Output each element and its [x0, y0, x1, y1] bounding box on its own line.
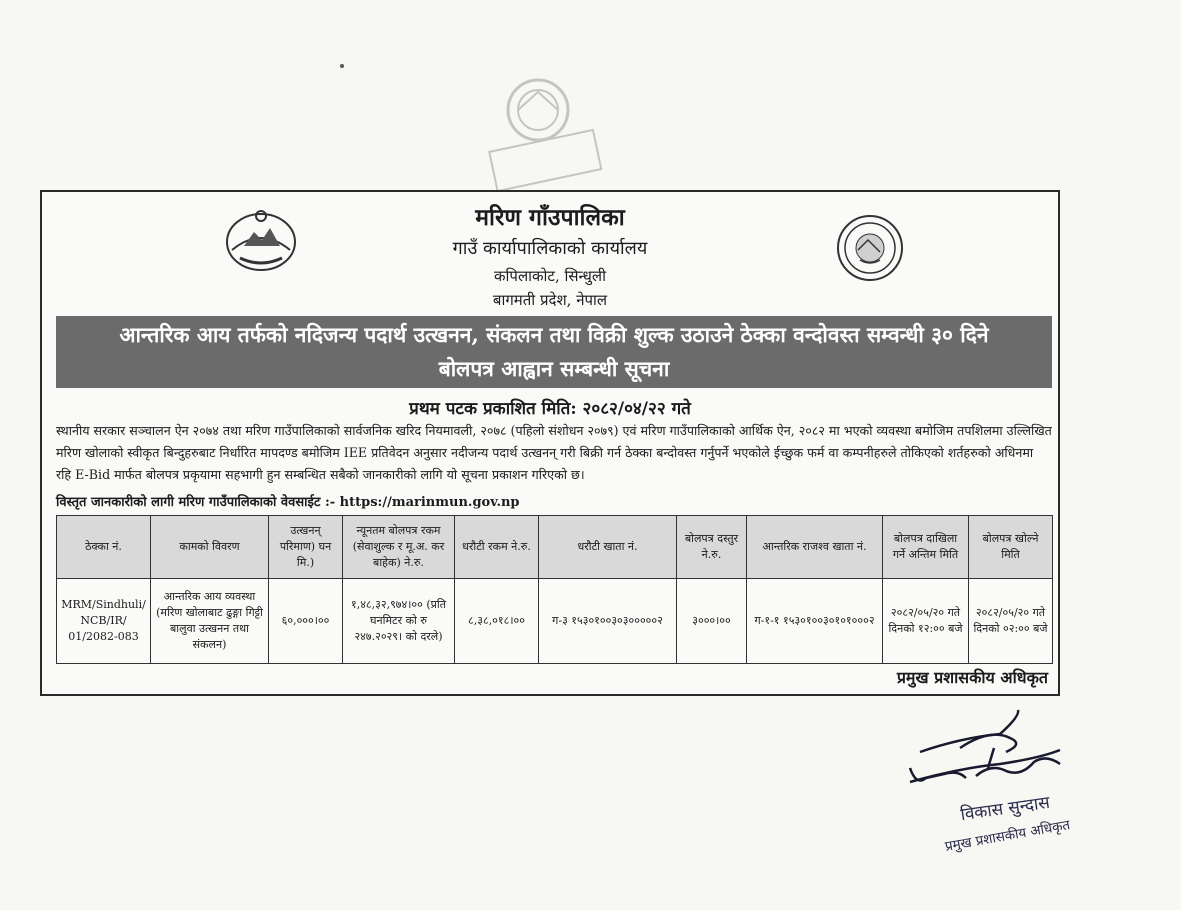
- publication-date: प्रथम पटक प्रकाशित मिति: २०८२/०४/२२ गते: [409, 399, 691, 419]
- tender-table: [56, 515, 1053, 664]
- table-header-row: [57, 516, 1053, 579]
- header-revenue-account: आन्तरिक राजश्व खाता नं.: [747, 516, 883, 579]
- notice-title-line1: आन्तरिक आय तर्फको नदिजन्य पदार्थ उत्खनन, संकलन तथा विक्री शुल्क उठाउने ठेक्का वन्दोवस्त सम्वन्धी ३० दिने: [119, 322, 989, 347]
- website-reference: विस्तृत जानकारीको लागी मरिण गाउँपालिकाको वेवसाईट :- https://marinmun.gov.np: [56, 495, 520, 510]
- cell-deposit-account: ग-३ १५३०१००३०३०००००२: [539, 579, 677, 664]
- header-contract-no: ठेक्का नं.: [57, 516, 151, 579]
- header-minimum-bid-amount: न्यूनतम बोलपत्र रकम (सेवाशुल्क र मू.अ. कर बाहेक) ने.रु.: [343, 516, 455, 579]
- header-deposit-amount: धरौटी रकम ने.रु.: [455, 516, 539, 579]
- cell-excavation-quantity: ६०,०००।००: [269, 579, 343, 664]
- header-excavation-quantity: उत्खनन् परिमाण) घन मि.): [269, 516, 343, 579]
- signature-stamp-title: प्रमुख प्रशासकीय अधिकृत: [943, 817, 1072, 855]
- faded-stamp-icon: [478, 70, 608, 190]
- header-deposit-account: धरौटी खाता नं.: [539, 516, 677, 579]
- province-country: बागमती प्रदेश, नेपाल: [492, 291, 608, 309]
- cell-deposit-amount: ८,३८,०१८।००: [455, 579, 539, 664]
- cell-revenue-account: ग-१-१ १५३०१००३०१०१०००२: [747, 579, 883, 664]
- cell-minimum-bid-amount: १,४८,३२,९७४।०० (प्रति घनमिटर को रु २४७.२०२९। को दरले): [343, 579, 455, 664]
- municipality-name: मरिण गाँउपालिका: [475, 204, 625, 231]
- table-row: [57, 579, 1053, 664]
- paper-speck: [340, 64, 344, 68]
- cell-opening-date: २०८२/०५/२० गते दिनको ०२:०० बजे: [969, 579, 1053, 664]
- header-opening-date: बोलपत्र खोल्ने मिति: [969, 516, 1053, 579]
- cell-work-description: आन्तरिक आय व्यवस्था (मरिण खोलाबाट ढुङ्गा गिट्टी बालुवा उत्खनन तथा संकलन): [151, 579, 269, 664]
- office-name: गाउँ कार्यापालिकाको कार्यालय: [452, 238, 648, 259]
- notice-paragraph: स्थानीय सरकार सञ्चालन ऐन २०७४ तथा मरिण गाउँपालिकाको सार्वजनिक खरिद नियमावली, २०७८ (पहिलो संशोधन २०७९) एवं मरिण गाउँपालिकाको आर्थिक ऐन, २०८२ मा भएको व्यवस्था बमोजिम तपशिलमा उल्लिखित मरिण खोलाको स्वीकृत बिन्दुहरुबाट निर्धारित मापदण्ड बमोजिम IEE प्रतिवेदन अनुसार नदीजन्य पदार्थ उत्खनन् गरी बिक्री गर्न ठेक्का बन्दोवस्त गर्नुपर्ने भएकोले ईच्छुक फर्म वा कम्पनीहरुले तोकिएको शर्तहरुको अधिनमा रहि E-Bid मार्फत बोलपत्र प्रकृयामा सहभागी हुन सम्बन्धित सबैको जानकारीको लागि यो सूचना प्रकाशन गरिएको छ।: [56, 423, 1052, 482]
- notice-title-line2: बोलपत्र आह्वान सम्बन्धी सूचना: [438, 356, 670, 381]
- signature-block: [900, 708, 1140, 908]
- office-location: कपिलाकोट, सिन्धुली: [494, 267, 606, 285]
- cell-submission-deadline: २०८२/०५/२० गते दिनको १२:०० बजे: [883, 579, 969, 664]
- cell-contract-no: MRM/Sindhuli/ NCB/IR/ 01/2082-083: [57, 579, 151, 664]
- signature-stamp-name: विकास सुन्दास: [959, 792, 1052, 826]
- header-submission-deadline: बोलपत्र दाखिला गर्ने अन्तिम मिति: [883, 516, 969, 579]
- signer-title: प्रमुख प्रशासकीय अधिकृत: [896, 668, 1048, 687]
- header-work-description: कामको विवरण: [151, 516, 269, 579]
- cell-bid-fee: ३०००।००: [677, 579, 747, 664]
- notice-document: [40, 190, 1060, 696]
- notice-title-banner: [56, 316, 1052, 388]
- header-bid-fee: बोलपत्र दस्तुर ने.रु.: [677, 516, 747, 579]
